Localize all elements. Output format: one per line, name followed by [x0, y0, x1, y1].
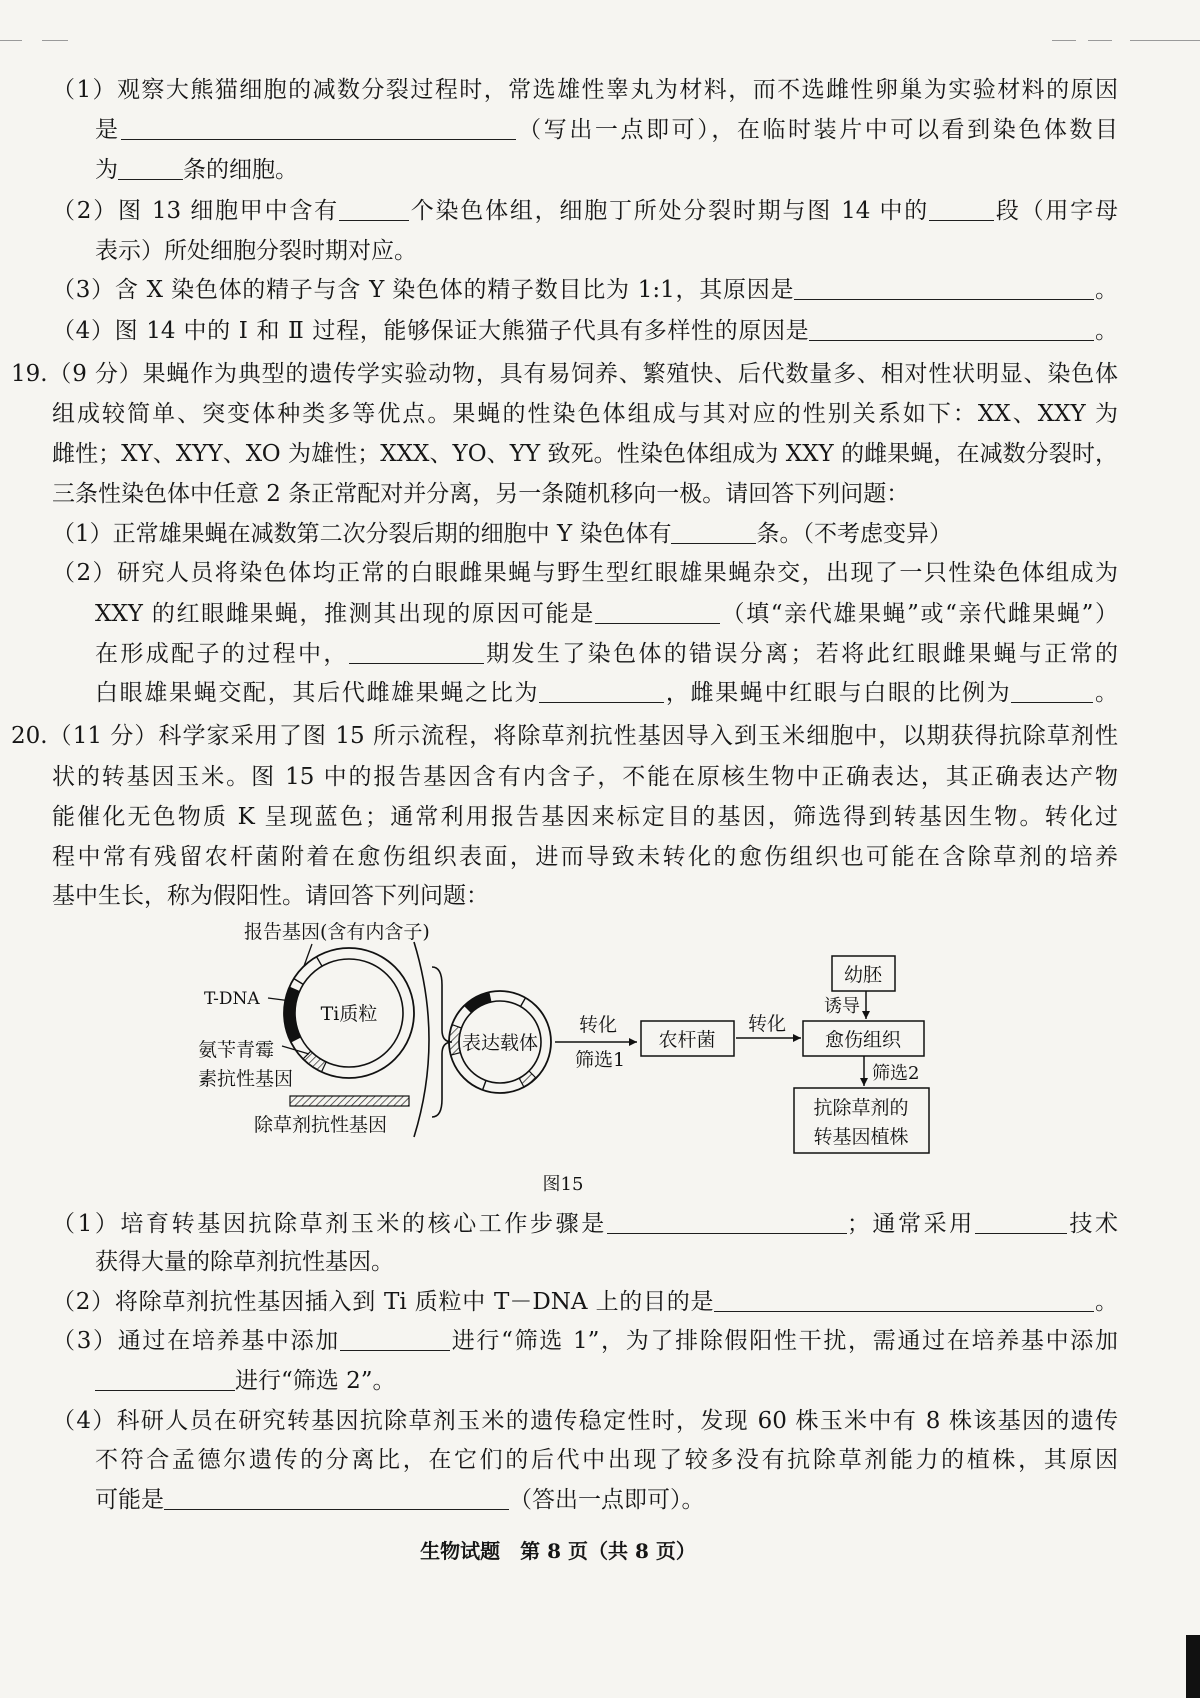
- q20-stem-line1: [11, 719, 1118, 753]
- q20-stem-line2: [52, 760, 1118, 794]
- screen-2-label: 筛选2: [872, 1063, 920, 1084]
- t-dna-label: T-DNA: [204, 989, 260, 1009]
- question-text: （1）正常雄果蝇在减数第二次分裂后期的细胞中 Y 染色体有: [52, 521, 672, 547]
- answer-blank: [340, 1328, 450, 1351]
- q20-part1-line2: [95, 1245, 1118, 1279]
- answer-blank: [809, 318, 1094, 341]
- expression-vector-label: 表达载体: [461, 1032, 539, 1054]
- answer-blank: [1011, 680, 1093, 703]
- question-text: 19.（9 分）果蝇作为典型的遗传学实验动物，具有易饲养、繁殖快、后代数量多、相对性状明显、染色体: [11, 361, 1118, 387]
- screen-1-label: 筛选1: [574, 1049, 626, 1071]
- induce-label: 诱导: [824, 996, 860, 1017]
- question-text: 获得大量的除草剂抗性基因。: [95, 1249, 394, 1275]
- answer-blank: [671, 521, 756, 544]
- question-text: （填“亲代雄果蝇”或“亲代雌果蝇”）: [719, 601, 1118, 627]
- answer-blank: [975, 1211, 1067, 1234]
- q20-stem-line3: [52, 800, 1118, 834]
- q19-part2-line2: [95, 597, 1118, 631]
- question-text: 程中常有残留农杆菌附着在愈伤组织表面，进而导致未转化的愈伤组织也可能在含除草剂的培养: [52, 844, 1118, 870]
- question-text: 条。（不考虑变异）: [756, 521, 952, 547]
- figure-caption: 图15: [542, 1174, 584, 1195]
- q19-stem-line1: [11, 357, 1118, 391]
- expression-vector-hatched-segment: [519, 1071, 536, 1087]
- plasmid-segment-divider: [294, 979, 303, 985]
- q18-part2-line1: [52, 194, 1118, 228]
- answer-blank: [794, 277, 1094, 300]
- question-text: （3）含 X 染色体的精子与含 Y 染色体的精子数目比为 1:1，其原因是: [52, 277, 795, 303]
- answer-blank: [539, 680, 664, 703]
- question-text: 雌性；XY、XYY、XO 为雄性；XXX、YO、YY 致死。性染色体组成为 XXY 的雌果蝇，在减数分裂时，: [52, 441, 1118, 467]
- answer-blank: [121, 117, 516, 140]
- question-text: 基中生长，称为假阳性。请回答下列问题：: [52, 883, 489, 909]
- agrobacterium-label: 农杆菌: [658, 1029, 716, 1051]
- answer-blank: [929, 198, 994, 221]
- q20-part4-line3: [95, 1483, 1118, 1517]
- question-text: （1）培育转基因抗除草剂玉米的核心工作步骤是: [52, 1211, 607, 1237]
- ampicillin-gene-label-line2: 素抗性基因: [198, 1068, 294, 1090]
- q18-part1-line2: [95, 113, 1118, 147]
- answer-blank: [339, 198, 409, 221]
- scan-artifact-line: [0, 40, 22, 41]
- question-text: （2）图 13 细胞甲中含有: [52, 198, 339, 224]
- q20-part3-line2: [95, 1364, 1118, 1398]
- q20-part2-line1: [52, 1285, 1118, 1319]
- question-text: 不符合孟德尔遗传的分离比，在它们的后代中出现了较多没有抗除草剂能力的植株，其原因: [95, 1447, 1118, 1473]
- question-text: ，雌果蝇中红眼与白眼的比例为: [664, 680, 1012, 706]
- question-text: ；通常采用: [846, 1211, 975, 1237]
- answer-blank: [714, 1289, 1094, 1312]
- question-text: 是: [95, 117, 121, 143]
- q19-part2-line3: [95, 637, 1118, 671]
- question-text: （答出一点即可）。: [509, 1487, 705, 1513]
- question-text: 可能是: [95, 1487, 164, 1513]
- q18-part1-line3: [95, 153, 1118, 187]
- ti-plasmid-label: Ti质粒: [320, 1003, 378, 1025]
- question-text: 。: [1094, 277, 1118, 303]
- question-text: 状的转基因玉米。图 15 中的报告基因含有内含子，不能在原核生物中正确表达，其正确表达产物: [52, 764, 1118, 790]
- question-text: （2）研究人员将染色体均正常的白眼雌果蝇与野生型红眼雄果蝇杂交，出现了一只性染色体组成为: [52, 560, 1118, 586]
- page-footer: 生物试题 第 8 页（共 8 页）: [420, 1539, 696, 1563]
- q19-part2-line4: [95, 676, 1118, 710]
- herbicide-resistance-gene-label: 除草剂抗性基因: [254, 1114, 388, 1136]
- question-text: 20.（11 分）科学家采用了图 15 所示流程，将除草剂抗性基因导入到玉米细胞中，以期获得抗除草剂性: [11, 723, 1118, 749]
- question-text: 三条性染色体中任意 2 条正常配对并分离，另一条随机移向一极。请回答下列问题：: [52, 481, 910, 507]
- q19-stem-line3: [52, 437, 1118, 471]
- question-text: （2）将除草剂抗性基因插入到 Ti 质粒中 T－DNA 上的目的是: [52, 1289, 715, 1315]
- q20-part4-line1: [52, 1404, 1118, 1438]
- q18-part1-line1: [52, 73, 1118, 107]
- scan-artifact-line: [1088, 40, 1112, 41]
- transgenic-plant-label-line1: 抗除草剂的: [813, 1097, 909, 1119]
- question-text: 。: [1094, 318, 1118, 344]
- scan-artifact-line: [1052, 40, 1076, 41]
- question-text: 组成较简单、突变体种类多等优点。果蝇的性染色体组成与其对应的性别关系如下：XX、XXY 为: [52, 401, 1118, 427]
- question-text: 段（用字母: [994, 198, 1118, 224]
- callus-label: 愈伤组织: [824, 1029, 902, 1051]
- question-text: 期发生了染色体的错误分离；若将此红眼雌果蝇与正常的: [483, 641, 1118, 667]
- question-text: 进行“筛选 1”，为了排除假阳性干扰，需通过在培养基中添加: [450, 1328, 1118, 1354]
- answer-blank: [164, 1487, 509, 1510]
- ampicillin-resistance-segment: [303, 1051, 326, 1072]
- scan-artifact-line: [42, 40, 68, 41]
- transgenic-plant-label-line2: 转基因植株: [813, 1126, 909, 1148]
- transform-label-1: 转化: [578, 1014, 618, 1036]
- answer-blank: [607, 1211, 847, 1234]
- question-text: （写出一点即可），在临时装片中可以看到染色体数目: [515, 117, 1118, 143]
- q19-part1-line1: [52, 517, 1118, 551]
- plasmid-segment-divider: [317, 957, 323, 967]
- reporter-gene-label: 报告基因(含有内含子): [244, 921, 430, 943]
- question-text: 表示）所处细胞分裂时期对应。: [95, 238, 417, 264]
- vector-segment-divider: [483, 1081, 486, 1090]
- question-text: （3）通过在培养基中添加: [52, 1328, 341, 1354]
- question-text: 条的细胞。: [183, 157, 298, 183]
- answer-blank: [349, 641, 484, 664]
- q20-part1-line1: [52, 1207, 1118, 1241]
- q20-part3-line1: [52, 1324, 1118, 1358]
- answer-blank: [95, 1368, 235, 1391]
- ampicillin-gene-label-line1: 氨苄青霉: [198, 1039, 275, 1061]
- q18-part3-line1: [52, 273, 1118, 307]
- question-text: 白眼雄果蝇交配，其后代雌雄果蝇之比为: [95, 680, 540, 706]
- q20-stem-line4: [52, 840, 1118, 874]
- question-text: （4）图 14 中的 Ⅰ 和 Ⅱ 过程，能够保证大熊猫子代具有多样性的原因是: [52, 318, 810, 344]
- q19-stem-line2: [52, 397, 1118, 431]
- q20-part4-line2: [95, 1443, 1118, 1477]
- question-text: XXY 的红眼雌果蝇，推测其出现的原因可能是: [95, 601, 595, 627]
- grouping-arc: [414, 942, 429, 1137]
- vector-segment-divider: [521, 998, 526, 1007]
- question-text: （4）科研人员在研究转基因抗除草剂玉米的遗传稳定性时，发现 60 株玉米中有 8 株该基因的遗传: [52, 1408, 1118, 1434]
- figure-15-diagram: [0, 900, 1200, 1200]
- ampicillin-gene-pointer: [282, 1046, 309, 1054]
- question-text: 在形成配子的过程中，: [95, 641, 349, 667]
- question-text: 。: [1093, 680, 1118, 706]
- q18-part4-line1: [52, 314, 1118, 348]
- question-text: （1）观察大熊猫细胞的减数分裂过程时，常选雄性睾丸为材料，而不选雌性卵巢为实验材料的原因: [52, 77, 1118, 103]
- scan-edge-mark: [1186, 1635, 1200, 1698]
- q19-part2-line1: [52, 556, 1118, 590]
- embryo-label: 幼胚: [843, 964, 883, 986]
- question-text: 为: [95, 157, 118, 183]
- expression-vector-hatched-segment: [449, 1025, 462, 1056]
- herbicide-resistance-gene-bar: [290, 1096, 409, 1106]
- question-text: 能催化无色物质 K 呈现蓝色；通常利用报告基因来标定目的基因，筛选得到转基因生物。转化过: [52, 804, 1118, 830]
- question-text: 个染色体组，细胞丁所处分裂时期与图 14 中的: [408, 198, 930, 224]
- transform-label-2: 转化: [747, 1013, 787, 1035]
- q18-part2-line2: [95, 234, 1118, 268]
- answer-blank: [595, 601, 720, 624]
- scan-artifact-line: [1130, 40, 1200, 41]
- answer-blank: [118, 157, 183, 180]
- q19-stem-line4: [52, 477, 1118, 511]
- question-text: 进行“筛选 2”。: [235, 1368, 396, 1394]
- question-text: 技术: [1066, 1211, 1118, 1237]
- question-text: 。: [1094, 1289, 1118, 1315]
